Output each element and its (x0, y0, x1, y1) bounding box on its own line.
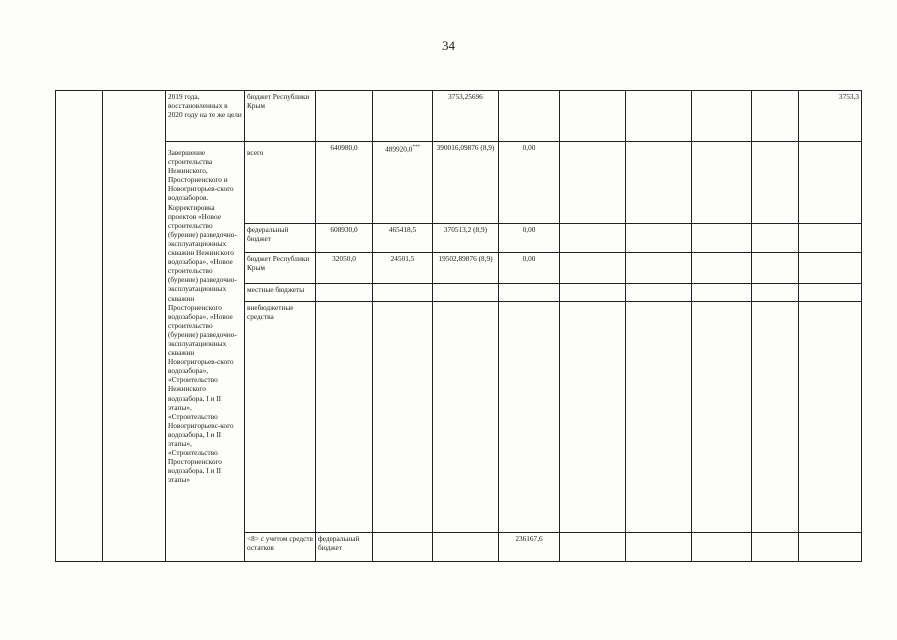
cell-value (560, 224, 626, 253)
cell-value: 32050,0 (316, 253, 373, 284)
cell-description: 2019 года, восстановленных в 2020 году на те же цели (166, 91, 245, 142)
cell-value (499, 284, 560, 302)
cell-value: 24501,5 (373, 253, 433, 284)
cell-value (560, 253, 626, 284)
cell-value (692, 142, 752, 224)
cell-value (373, 142, 433, 224)
cell-value (626, 253, 692, 284)
cell-value (316, 302, 373, 533)
cell-value: 640980,0 (316, 142, 373, 224)
cell-value (752, 533, 799, 562)
cell-value (499, 302, 560, 533)
cell-source: федеральный бюджет (245, 224, 316, 253)
cell-value (433, 302, 499, 533)
cell-value (560, 533, 626, 562)
cell-source: внебюджетные средства (245, 302, 316, 533)
cell-value: 370513,2 (8,9) (433, 224, 499, 253)
cell-value: 0,00 (499, 142, 560, 224)
cell-value (433, 284, 499, 302)
footnote-mark: *** (412, 145, 420, 150)
cell-value (692, 302, 752, 533)
cell-value (373, 284, 433, 302)
cell-value (626, 302, 692, 533)
cell-value (373, 533, 433, 562)
cell-value: 3753,25696 (433, 91, 499, 142)
financing-table (55, 90, 862, 562)
cell-source: местные бюджеты (245, 284, 316, 302)
table-row (56, 142, 862, 224)
cell-value (799, 142, 862, 224)
cell-value (373, 91, 433, 142)
cell-value (692, 533, 752, 562)
value-text: 489920,0 (385, 144, 413, 154)
cell-value (692, 91, 752, 142)
cell-number (56, 91, 103, 562)
cell-value: 0,00 (499, 253, 560, 284)
cell-value: 19502,89876 (8,9) (433, 253, 499, 284)
cell-value (499, 91, 560, 142)
cell-value (752, 302, 799, 533)
cell-value: 236167,6 (499, 533, 560, 562)
cell-value (799, 224, 862, 253)
cell-value (752, 91, 799, 142)
cell-description: <8> с учетом средств остатков (245, 533, 316, 562)
cell-value (752, 142, 799, 224)
cell-project-description: Завершение строительства Нежинского, Просторненского и Новогригорьев-ского водозаборов. Корректировка проектов «Новое строительство (бурение) разведочно-эксплуатационных скважин Нежинского водозабора», «Новое строительство (бурение) разведочно-эксплуатационных скважин Просторненского водозабора», «Новое строительство (бурение) разведочно-эксплуатационных скважин Новогригорьев-ского водозабора», «Строительство Нежинского водозабора, I и II этапы», «Строительство Новогригорьевс-кого водозабора, I и II этапы», «Строительство Просторненского водозабора, I и II этапы» (166, 142, 245, 562)
cell-value (752, 284, 799, 302)
cell-value (373, 302, 433, 533)
cell-value (799, 533, 862, 562)
cell-code (103, 91, 166, 562)
cell-value (316, 91, 373, 142)
cell-value (316, 284, 373, 302)
cell-value: 390016,09876 (8,9) (433, 142, 499, 224)
table-row (56, 91, 862, 142)
cell-value (626, 142, 692, 224)
cell-value (752, 224, 799, 253)
cell-value (626, 91, 692, 142)
cell-value (692, 224, 752, 253)
cell-source: федеральный бюджет (316, 533, 373, 562)
cell-value (560, 91, 626, 142)
cell-total: 3753,3 (799, 91, 862, 142)
cell-value: 608930,0 (316, 224, 373, 253)
cell-source: бюджет Республики Крым (245, 253, 316, 284)
cell-value (799, 253, 862, 284)
cell-value (560, 284, 626, 302)
cell-value (626, 224, 692, 253)
cell-value (799, 284, 862, 302)
cell-value (626, 533, 692, 562)
cell-value (692, 253, 752, 284)
cell-source: всего (245, 142, 316, 224)
cell-value (626, 284, 692, 302)
cell-value (752, 253, 799, 284)
page-number: 34 (442, 38, 455, 53)
cell-value (799, 302, 862, 533)
cell-value: 0,00 (499, 224, 560, 253)
cell-value (692, 284, 752, 302)
cell-value: 465418,5 (373, 224, 433, 253)
cell-value (433, 533, 499, 562)
cell-value (560, 142, 626, 224)
cell-source: бюджет Республики Крым (245, 91, 316, 142)
cell-value (560, 302, 626, 533)
